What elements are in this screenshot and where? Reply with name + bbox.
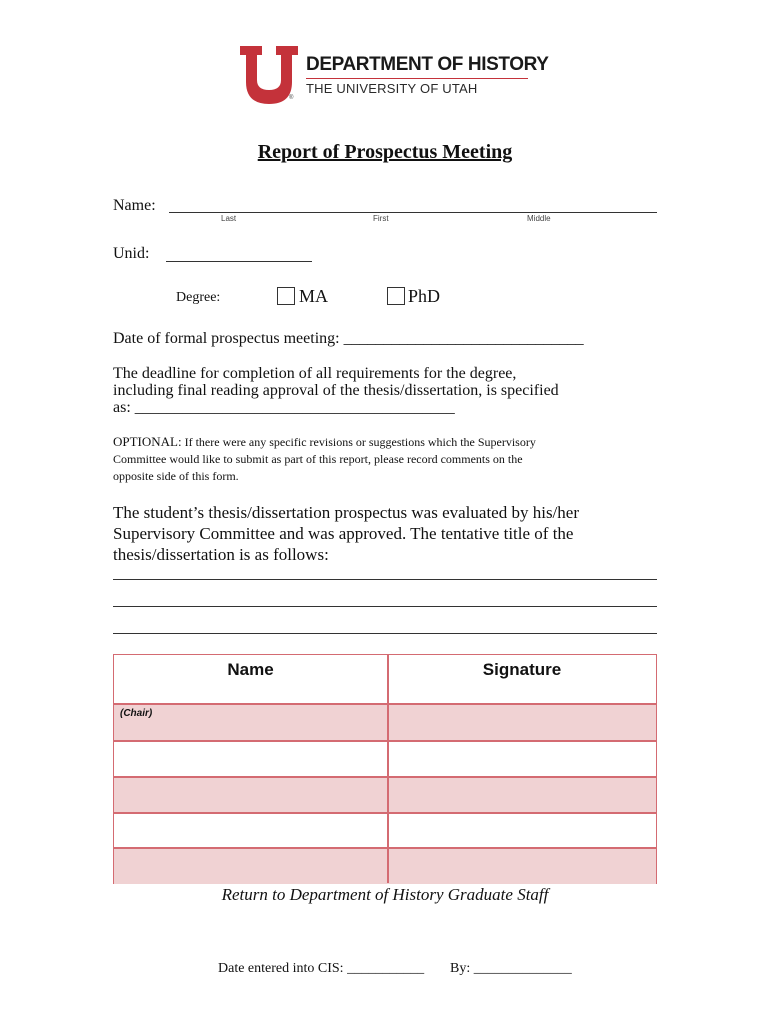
thesis-title-line-2[interactable]: [113, 606, 657, 607]
middle-sublabel: Middle: [527, 214, 551, 223]
thesis-title-line-3[interactable]: [113, 633, 657, 634]
column-header-name: Name: [227, 660, 274, 679]
return-instructions: Return to Department of History Graduate Staff: [221, 885, 549, 904]
optional-line-1: If there were any specific revisions or suggestions which the Supervisory: [181, 435, 536, 449]
committee-signature-table: [113, 654, 657, 884]
optional-line-3: opposite side of this form.: [113, 469, 239, 483]
university-name: THE UNIVERSITY OF UTAH: [306, 81, 478, 96]
ma-checkbox[interactable]: [277, 287, 295, 305]
ma-option-label: MA: [299, 286, 329, 306]
member-5-signature-cell[interactable]: [389, 849, 656, 883]
registered-mark: ®: [289, 95, 294, 101]
department-name: DEPARTMENT OF HISTORY: [306, 54, 549, 75]
name-field[interactable]: [169, 212, 657, 213]
entered-by-field[interactable]: By: ______________: [450, 961, 572, 976]
member-2-signature-cell[interactable]: [389, 742, 656, 776]
name-label: Name:: [113, 197, 156, 214]
optional-line-2: Committee would like to submit as part of this report, please record comments on the: [113, 452, 523, 466]
member-5-name-cell[interactable]: [114, 849, 387, 883]
phd-option-label: PhD: [408, 286, 441, 306]
member-4-name-cell[interactable]: [114, 814, 387, 847]
meeting-date-field[interactable]: Date of formal prospectus meeting: ______________________________: [113, 330, 584, 347]
unid-field[interactable]: [166, 261, 312, 262]
deadline-field[interactable]: as: ________________________________________: [113, 399, 455, 416]
degree-label: Degree:: [176, 290, 221, 305]
member-3-signature-cell[interactable]: [389, 778, 656, 812]
page-title: Report of Prospectus Meeting: [257, 141, 513, 163]
unid-label: Unid:: [113, 245, 150, 262]
first-sublabel: First: [373, 214, 389, 223]
approval-paragraph: [113, 502, 673, 565]
chair-label: (Chair): [120, 708, 153, 719]
approval-line-1: The student’s thesis/dissertation prospectus was evaluated by his/her: [113, 503, 579, 522]
member-3-name-cell[interactable]: [114, 778, 387, 812]
chair-name-cell[interactable]: [114, 705, 387, 740]
deadline-paragraph: [113, 365, 673, 416]
member-2-name-cell[interactable]: [114, 742, 387, 776]
deadline-line-1: The deadline for completion of all requirements for the degree,: [113, 365, 517, 382]
logo-divider: [306, 78, 528, 79]
cis-date-field[interactable]: Date entered into CIS: ___________: [218, 961, 425, 976]
deadline-line-2: including final reading approval of the thesis/dissertation, is specified: [113, 382, 559, 399]
optional-note: [113, 433, 673, 485]
phd-checkbox[interactable]: [387, 287, 405, 305]
last-sublabel: Last: [221, 214, 237, 223]
approval-line-3: thesis/dissertation is as follows:: [113, 545, 329, 564]
member-4-signature-cell[interactable]: [389, 814, 656, 847]
thesis-title-line-1[interactable]: [113, 579, 657, 580]
approval-line-2: Supervisory Committee and was approved. The tentative title of the: [113, 524, 574, 543]
column-header-signature: Signature: [482, 660, 562, 679]
chair-signature-cell[interactable]: [389, 705, 656, 740]
optional-label: OPTIONAL:: [113, 434, 182, 449]
